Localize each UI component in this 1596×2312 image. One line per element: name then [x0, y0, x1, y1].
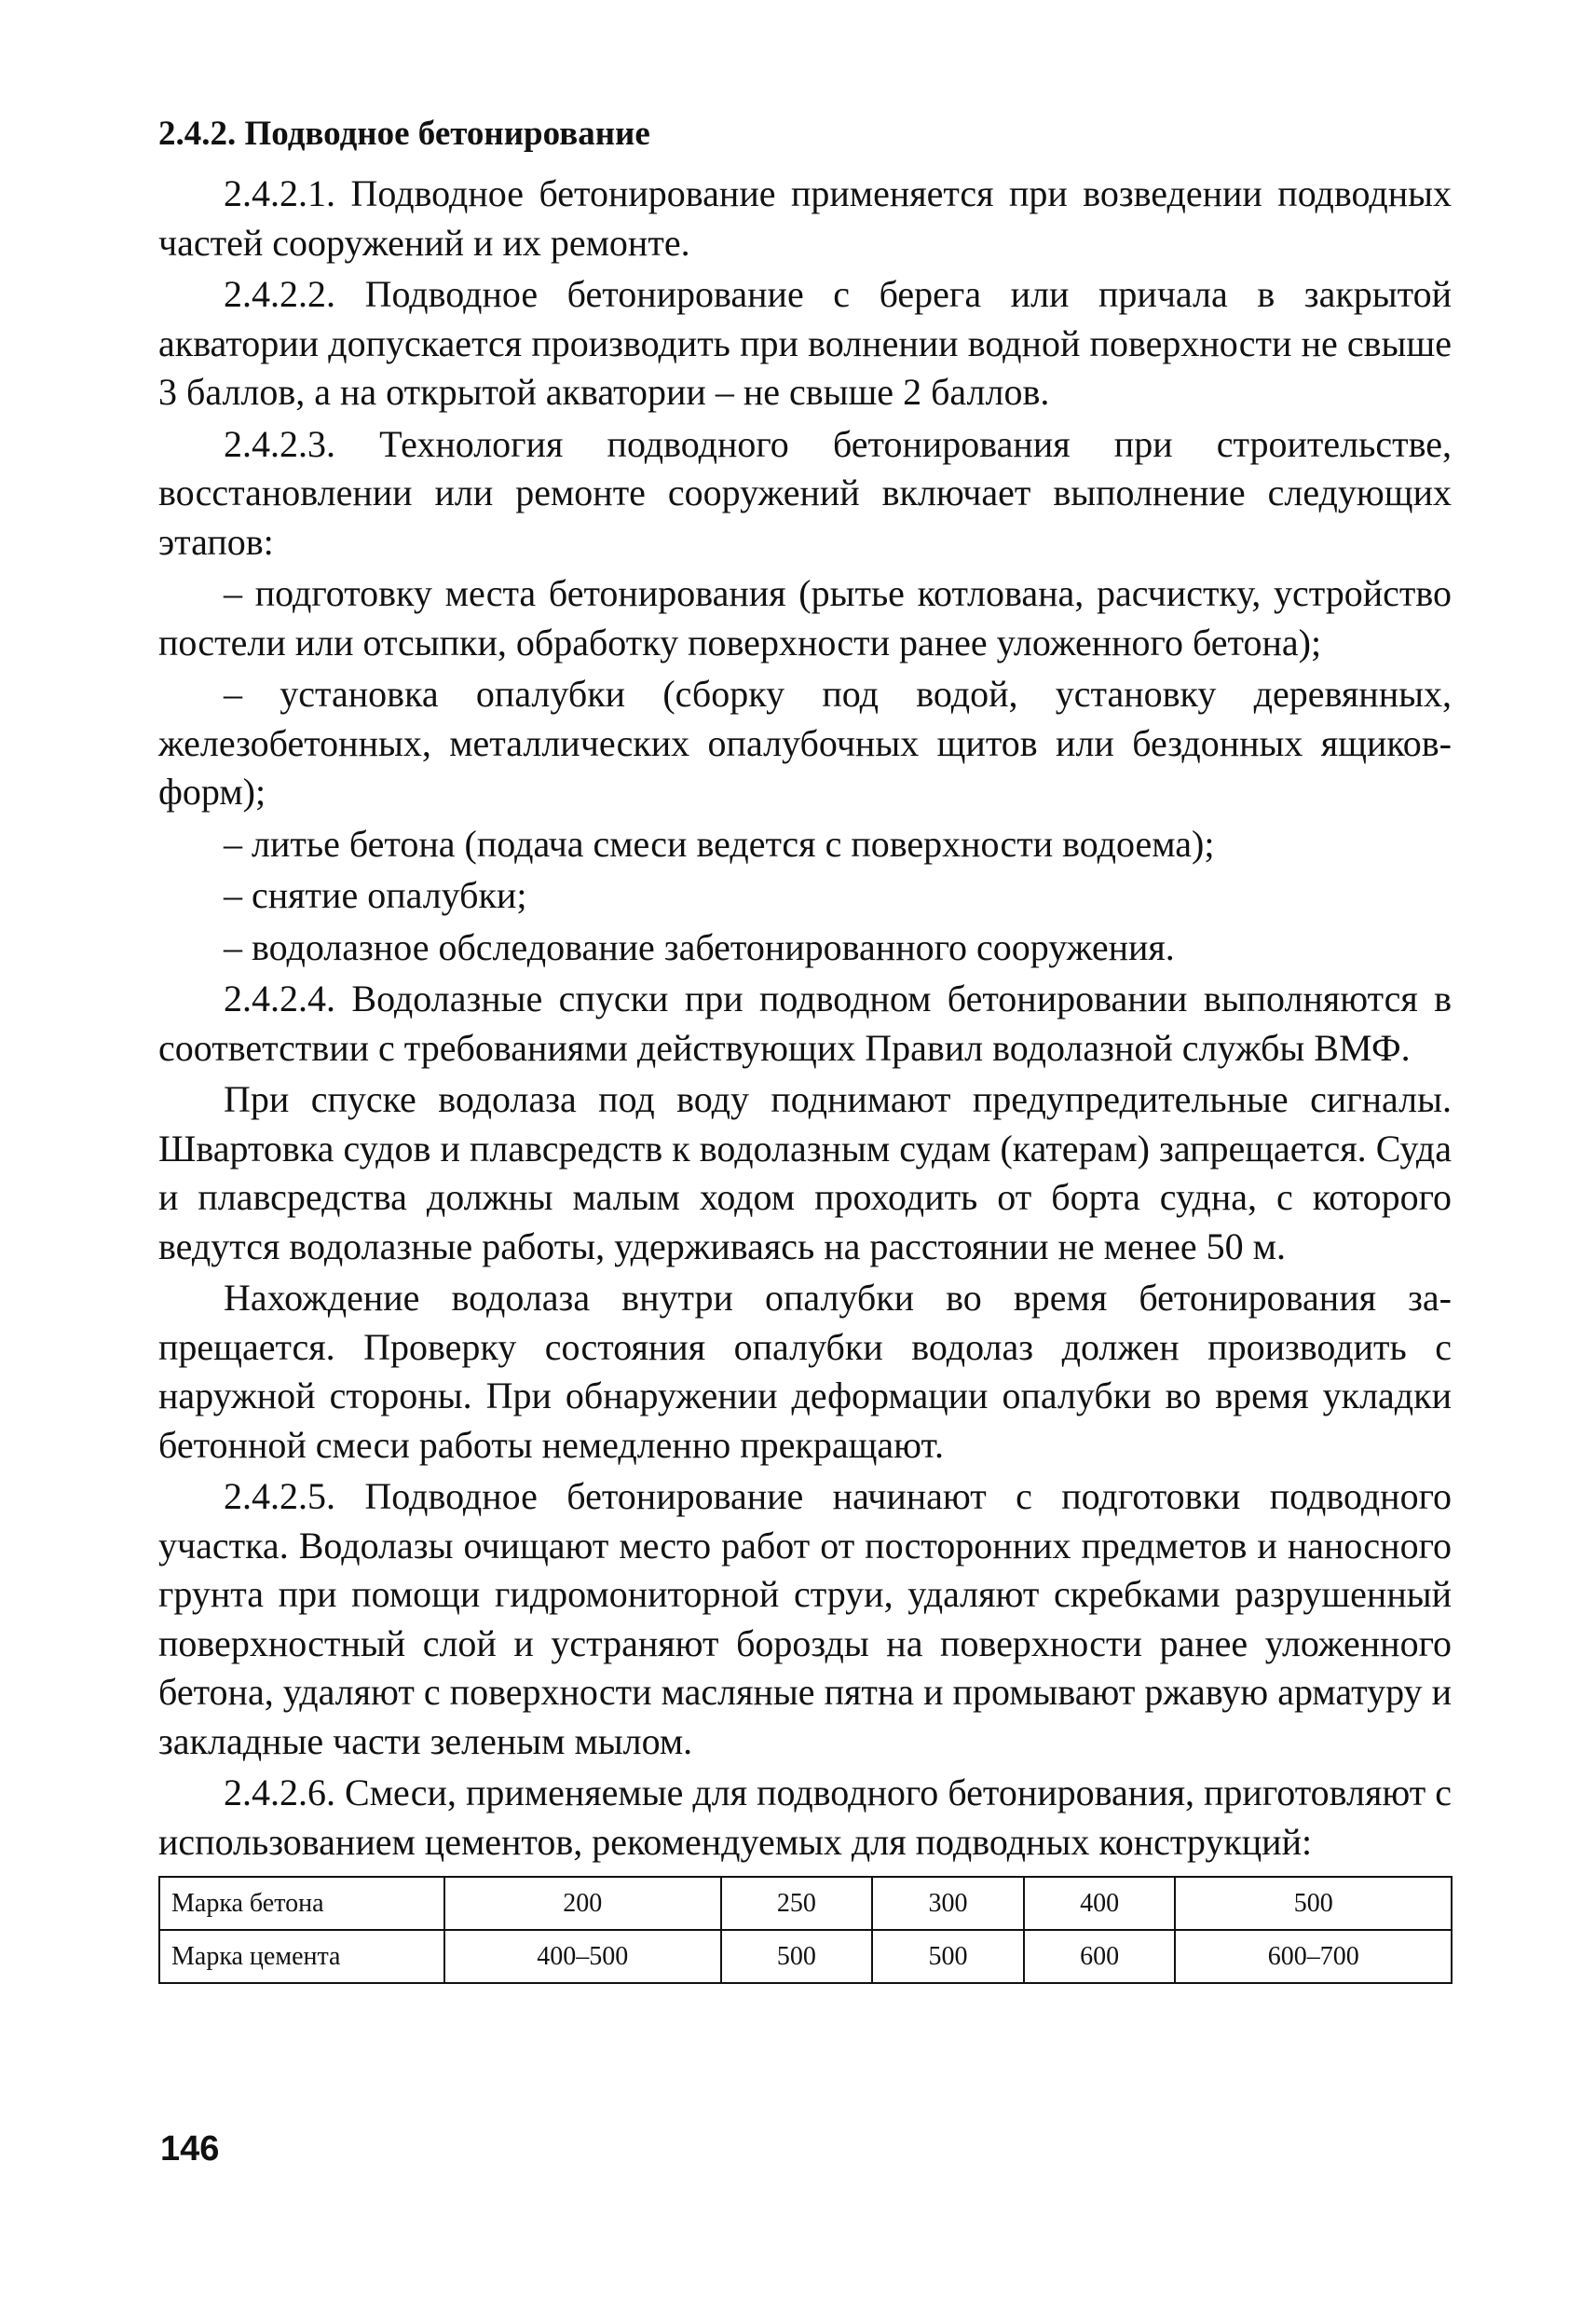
cement-grade-table: [158, 1876, 1453, 1984]
list-item-formwork-removal: – снятие опалубки;: [224, 874, 527, 916]
paragraph-diver-signals: При спуске водолаза под воду поднимают предупредительные сигналы. Швартовка судов и плавсредств к водолазным судам (катерам) запрещается. Суда и плавсредства должны малым ходом проходить от борта судна, с которого ведутся водолазные работы, удерживаясь на расстоянии не менее 50 м.: [158, 1078, 1452, 1267]
paragraph-2-4-2-6: 2.4.2.6. Смеси, применяемые для подводного бетонирования, приготовляют с использованием цементов, рекомендуемых для подводных конструкций:: [158, 1772, 1452, 1863]
paragraph-2-4-2-2: 2.4.2.2. Подводное бетонирование с берега или причала в закрытой акватории допускается производить при волнении водной поверхности не свыше 3 баллов, а на открытой акватории – не свыше 2 баллов.: [158, 273, 1452, 413]
table-cell: Марка бетона: [159, 1877, 444, 1930]
list-item-formwork-installation: – установка опалубки (сборку под водой, установку деревянных, железобетонных, металлических опалубочных щитов или бездонных ящиков-форм);: [158, 673, 1452, 813]
table-cell: 500: [872, 1930, 1024, 1983]
table-cell: 400–500: [444, 1930, 721, 1983]
paragraph-2-4-2-1: 2.4.2.1. Подводное бетонирование применяется при возведении подводных частей сооружений и их ремонте.: [158, 172, 1452, 264]
table-cell: 400: [1024, 1877, 1176, 1930]
paragraph-2-4-2-4: 2.4.2.4. Водолазные спуски при подводном бетонировании выполняются в соответствии с требованиями действующих Правил водолазной службы ВМФ.: [158, 978, 1452, 1069]
list-item-diver-inspection: – водолазное обследование забетонированного сооружения.: [224, 925, 1175, 968]
paragraph-2-4-2-5: 2.4.2.5. Подводное бетонирование начинают с подготовки подводного участка. Водолазы очищают место работ от посторонних предметов и наносного грунта при помощи гидромониторной струи, удаляют скребками разрушенный поверхностный слой и устраняют борозды на поверхности ранее уложенного бетона, удаляют с поверхности масляные пятна и промывают ржавую арматуру и закладные части зеленым мылом.: [158, 1475, 1452, 1762]
table-row: [159, 1877, 1452, 1930]
table-cell: 300: [872, 1877, 1024, 1930]
document-page: [158, 110, 1452, 1984]
table-cell: 600–700: [1175, 1930, 1452, 1983]
table-cell: 200: [444, 1877, 721, 1930]
table-cell: 600: [1024, 1930, 1176, 1983]
section-heading: 2.4.2. Подводное бетонирование: [158, 115, 650, 153]
table-row: [159, 1930, 1452, 1983]
list-item-preparation: – подготовку места бетонирования (рытье котлована, расчистку, устройство постели или отсыпки, обработку поверхности ранее уложенного бетона);: [158, 572, 1452, 664]
cement-grade-table-wrapper: [158, 1876, 1452, 1984]
paragraph-diver-formwork: Нахождение водолаза внутри опалубки во время бетонирования запрещается. Проверку состояния опалубки водолаз должен производить с наружной стороны. При обнаружении деформации опалубки во время укладки бетонной смеси работы немедленно прекращают.: [158, 1277, 1452, 1466]
table-cell: 500: [1175, 1877, 1452, 1930]
page-number: 146: [160, 2129, 220, 2168]
table-cell: 250: [721, 1877, 873, 1930]
paragraph-2-4-2-3: 2.4.2.3. Технология подводного бетонирования при строительстве, восстановлении или ремонте сооружений включает выполнение следующих этапов:: [158, 422, 1452, 563]
table-cell: Марка цемента: [159, 1930, 444, 1983]
table-cell: 500: [721, 1930, 873, 1983]
list-item-concrete-casting: – литье бетона (подача смеси ведется с поверхности водоема);: [224, 822, 1215, 865]
